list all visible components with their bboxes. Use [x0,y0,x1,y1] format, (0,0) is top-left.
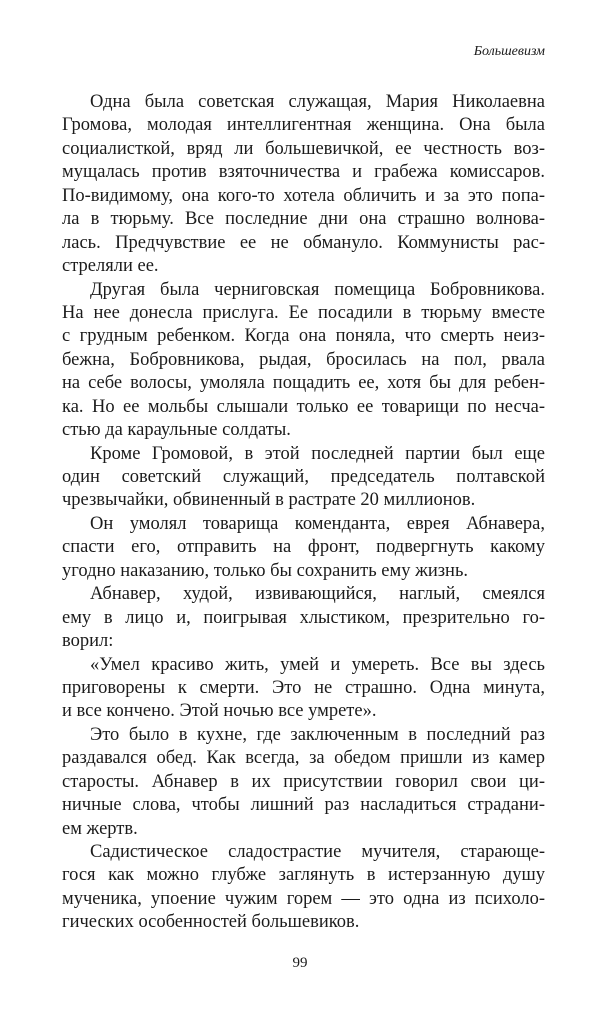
text-line: ему в лицо и, поигрывая хлыстиком, презрительно го- [62,607,545,628]
text-line: гося как можно глубже заглянуть в истерзанную душу [62,865,545,886]
text-line: Одна была советская служащая, Мария Николаевна [90,92,545,112]
text-line: «Умел красиво жить, умей и умереть. Все вы здесь [90,654,545,675]
text-line: чрезвычайки, обвиненный в растрате 20 миллионов. [62,490,476,511]
text-line: Абнавер, худой, извивающийся, наглый, смеялся [90,584,545,605]
text-line: Это было в кухне, где заключенным в последний раз [90,724,545,745]
paragraph-7 [62,724,545,841]
text-line: приговорены к смерти. Это не страшно. Одна минута, [62,677,545,698]
text-line: и все кончено. Этой ночью все умрете». [62,701,377,722]
text-line: стреляли ее. [62,256,159,277]
text-line: Он умолял товарища коменданта, еврея Абнавера, [90,513,545,534]
running-title: Большевизм [473,44,545,59]
text-line: ворил: [62,631,114,652]
text-line: мученика, упоение чужим горем — это одна из психоло- [62,888,545,909]
paragraph-1 [62,91,545,279]
text-line: бежна, Бобровникова, рыдая, бросилась на пол, рвала [62,349,545,370]
text-line: мущалась против взяточничества и грабежа комиссаров. [62,162,545,183]
text-line: На нее донесла прислуга. Ее посадили в тюрьму вместе [62,302,545,323]
text-line: стью да караульные солдаты. [62,420,291,441]
text-line: угодно наказанию, только бы сохранить ему жизнь. [62,560,469,581]
text-line: ничные слова, чтобы лишний раз насладиться страдани- [62,795,545,816]
paragraph-6-quote [62,654,545,724]
text-line: раздавался обед. Как всегда, за обедом пришли из камер [62,748,545,769]
text-line: один советский служащий, председатель полтавской [62,467,545,487]
page-number: 99 [292,955,308,971]
text-line: Кроме Громовой, в этой последней партии был еще [90,443,545,464]
text-line: ем жертв. [62,818,138,839]
text-line: с грудным ребенком. Когда она поняла, что смерть неиз- [62,326,545,347]
text-line: социалисткой, вряд ли большевичкой, ее честность воз- [62,138,545,159]
paragraph-5 [62,583,545,653]
text-line: ла в тюрьму. Все последние дни она страшно волнова- [62,209,545,230]
body-text [62,91,545,935]
text-line: спасти его, отправить на фронт, подвергнуть какому [62,537,545,558]
text-line: старосты. Абнавер в их присутствии говорил свои ци- [62,771,545,792]
paragraph-8 [62,841,545,935]
text-line: лась. Предчувствие ее не обмануло. Коммунисты рас- [62,232,545,253]
paragraph-2 [62,279,545,443]
text-line: на себе волосы, умоляла пощадить ее, хотя бы для ребен- [62,373,545,394]
text-line: ка. Но ее мольбы слышали только ее товарищи по несча- [62,396,545,417]
text-line: По-видимому, она кого-то хотела обличить и за это попа- [62,185,545,206]
text-line: Громова, молодая интеллигентная женщина. Она была [62,115,545,136]
text-line: Другая была черниговская помещица Бобровникова. [90,279,545,300]
paragraph-3 [62,443,545,513]
paragraph-4 [62,513,545,583]
text-line: гических особенностей большевиков. [62,912,360,933]
text-line: Садистическое сладострастие мучителя, старающе- [90,842,545,862]
